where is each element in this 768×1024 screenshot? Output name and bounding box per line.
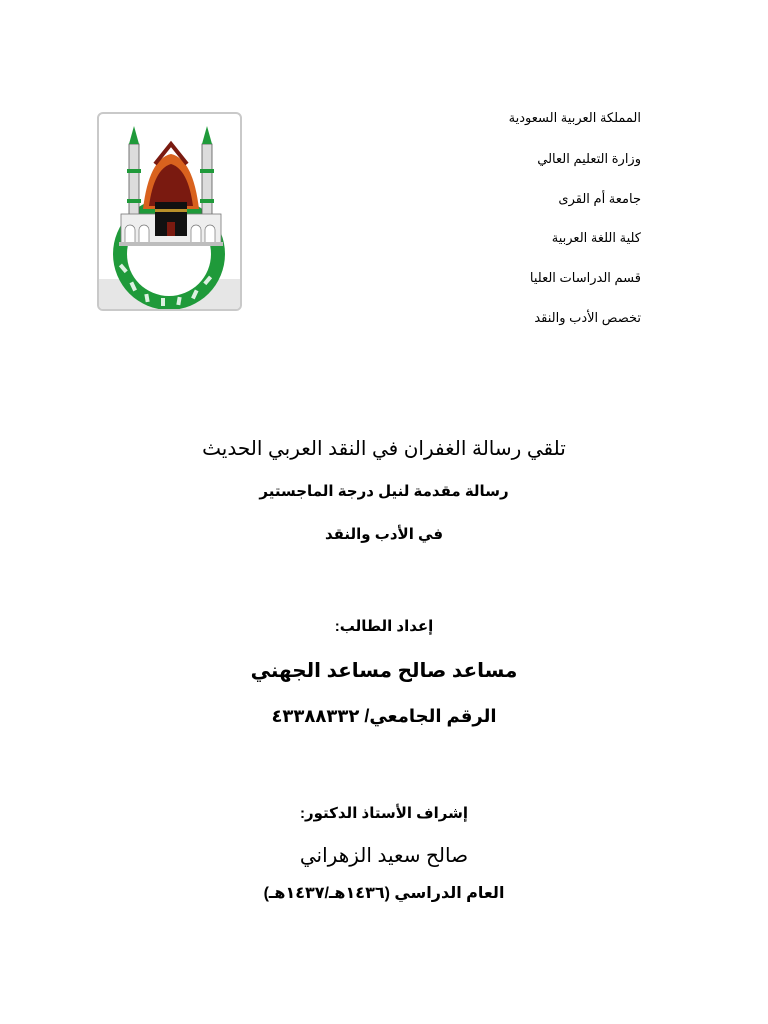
header-line-ministry: وزارة التعليم العالي: [537, 151, 641, 166]
supervisor-name: صالح سعيد الزهراني: [299, 845, 469, 867]
thesis-subtitle: رسالة مقدمة لنيل درجة الماجستير: [259, 483, 509, 500]
thesis-title: تلقي رسالة الغفران في النقد العربي الحديث: [202, 438, 566, 460]
academic-year: العام الدراسي (١٤٣٦هـ/١٤٣٧هـ): [263, 885, 505, 902]
supervision-label: إشراف الأستاذ الدكتور:: [300, 805, 468, 822]
header-line-college: كلية اللغة العربية: [551, 230, 641, 245]
logo-emblem-icon: [99, 114, 240, 309]
header-line-specialization: تخصص الأدب والنقد: [534, 310, 641, 325]
student-id: الرقم الجامعي/ ٤٣٣٨٨٣٣٢: [271, 706, 497, 726]
header-line-department: قسم الدراسات العليا: [529, 270, 641, 285]
header-line-country: المملكة العربية السعودية: [508, 110, 641, 125]
student-name: مساعد صالح مساعد الجهني: [250, 660, 518, 682]
university-logo: [97, 112, 242, 311]
prepared-by-label: إعداد الطالب:: [334, 618, 434, 635]
header-line-university: جامعة أم القرى: [558, 191, 641, 206]
thesis-field: في الأدب والنقد: [324, 526, 444, 543]
